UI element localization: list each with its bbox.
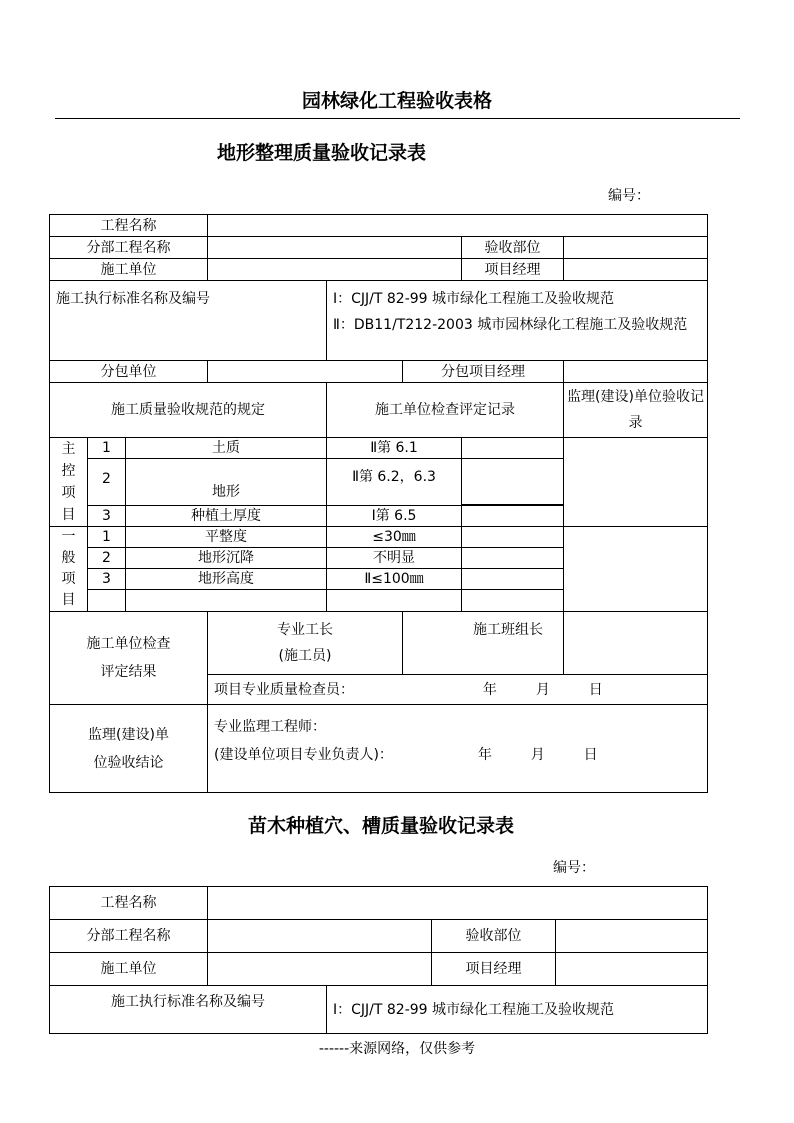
- acceptance-part-field[interactable]: [556, 920, 708, 953]
- standard-field: [327, 281, 708, 361]
- main-supervisor-record[interactable]: [564, 438, 708, 527]
- date-year: 年: [477, 747, 492, 763]
- general-supervisor-record[interactable]: [564, 527, 708, 612]
- supervisor-conclusion-label: 监理(建设)单位验收结论: [50, 705, 208, 793]
- sub-manager-field[interactable]: [564, 361, 708, 383]
- acceptance-part-label: 验收部位: [462, 237, 564, 259]
- general-item-check[interactable]: [462, 590, 564, 612]
- project-name-label: 工程名称: [50, 887, 208, 920]
- form2-number-label: 编号：: [553, 860, 595, 876]
- main-item-check[interactable]: [462, 438, 564, 459]
- form1-title: 地形整理质量验收记录表: [217, 142, 427, 164]
- main-item-no: 3: [88, 506, 126, 527]
- general-item-check[interactable]: [462, 548, 564, 569]
- main-item-name: 地形: [126, 459, 327, 506]
- main-item-std: Ⅱ第 6.1: [327, 438, 462, 459]
- project-manager-field[interactable]: [564, 259, 708, 281]
- owner-rep-label: (建设单位项目专业负责人)：: [214, 747, 393, 763]
- project-manager-label: 项目经理: [432, 953, 556, 986]
- title-divider: [55, 118, 740, 119]
- sub-contractor-label: 分包单位: [50, 361, 208, 383]
- footer-note: ------来源网络，仅供参考: [318, 1041, 476, 1057]
- sub-project-field[interactable]: [208, 920, 432, 953]
- date-day: 日: [583, 747, 598, 763]
- main-item-no: 2: [88, 459, 126, 506]
- acceptance-part-field[interactable]: [564, 237, 708, 259]
- general-item-name: 地形高度: [126, 569, 327, 590]
- supervisor-engineer-label: 专业监理工程师：: [214, 719, 326, 735]
- project-name-field[interactable]: [208, 887, 708, 920]
- team-leader-label: 施工班组长: [473, 622, 543, 638]
- general-item-name: [126, 590, 327, 612]
- page-title: 园林绿化工程验收表格: [301, 90, 492, 112]
- supervisor-conclusion-field[interactable]: [208, 705, 708, 793]
- acceptance-part-label: 验收部位: [432, 920, 556, 953]
- date-month: 月: [535, 681, 550, 698]
- contractor-label: 施工单位: [50, 259, 208, 281]
- general-item-no: 2: [88, 548, 126, 569]
- sub-project-field[interactable]: [208, 237, 462, 259]
- general-group-label: 一般项目: [50, 527, 88, 612]
- inspector-row[interactable]: [208, 675, 708, 705]
- date-day: 日: [588, 681, 603, 698]
- main-item-name: 土质: [126, 438, 327, 459]
- supervisor-header: 监理(建设)单位验收记录: [564, 383, 708, 438]
- general-item-check[interactable]: [462, 527, 564, 548]
- inspector-label: 项目专业质量检查员：: [214, 681, 354, 698]
- general-item-no: 3: [88, 569, 126, 590]
- spec-header: 施工质量验收规范的规定: [50, 383, 327, 438]
- general-item-name: 平整度: [126, 527, 327, 548]
- project-manager-label: 项目经理: [462, 259, 564, 281]
- date-month: 月: [530, 747, 545, 763]
- general-item-no: [88, 590, 126, 612]
- project-name-field[interactable]: [208, 215, 708, 237]
- result-label: 施工单位检查评定结果: [50, 612, 208, 705]
- contractor-field[interactable]: [208, 259, 462, 281]
- general-item-std: ≤30㎜: [327, 527, 462, 548]
- contractor-label: 施工单位: [50, 953, 208, 986]
- contractor-field[interactable]: [208, 953, 432, 986]
- main-item-no: 1: [88, 438, 126, 459]
- general-item-std: 不明显: [327, 548, 462, 569]
- project-manager-field[interactable]: [556, 953, 708, 986]
- general-item-name: 地形沉降: [126, 548, 327, 569]
- main-item-std: Ⅱ第 6.2，6.3: [327, 459, 462, 506]
- general-item-check[interactable]: [462, 569, 564, 590]
- form1-table: [49, 214, 708, 793]
- main-item-check[interactable]: [462, 459, 564, 505]
- main-item-name: 种植土厚度: [126, 506, 327, 527]
- project-name-label: 工程名称: [50, 215, 208, 237]
- sub-project-label: 分部工程名称: [50, 237, 208, 259]
- sub-contractor-field[interactable]: [208, 361, 403, 383]
- date-year: 年: [482, 681, 497, 698]
- standard-label: 施工执行标准名称及编号: [50, 986, 327, 1034]
- standard-2: Ⅱ：DB11/T212-2003 城市园林绿化工程施工及验收规范: [333, 317, 688, 333]
- form1-number-label: 编号：: [608, 188, 650, 204]
- main-item-std: Ⅰ第 6.5: [327, 506, 462, 527]
- main-group-label: 主控项目: [50, 438, 88, 527]
- foreman-field[interactable]: [403, 612, 564, 675]
- main-item-check[interactable]: [462, 506, 564, 527]
- standard-field: Ⅰ：CJJ/T 82-99 城市绿化工程施工及验收规范: [327, 986, 708, 1034]
- sub-manager-label: 分包项目经理: [403, 361, 564, 383]
- foreman-label: 专业工长 (施工员): [208, 612, 403, 675]
- general-item-std: Ⅱ≤100㎜: [327, 569, 462, 590]
- team-leader-cell[interactable]: [473, 612, 708, 675]
- standard-1: Ⅰ：CJJ/T 82-99 城市绿化工程施工及验收规范: [333, 291, 615, 307]
- general-item-std: [327, 590, 462, 612]
- general-item-no: 1: [88, 527, 126, 548]
- form2-table: [49, 886, 708, 1034]
- sub-project-label: 分部工程名称: [50, 920, 208, 953]
- standard-label: 施工执行标准名称及编号: [50, 281, 327, 361]
- form2-title: 苗木种植穴、槽质量验收记录表: [248, 815, 515, 837]
- check-header: 施工单位检查评定记录: [327, 383, 564, 438]
